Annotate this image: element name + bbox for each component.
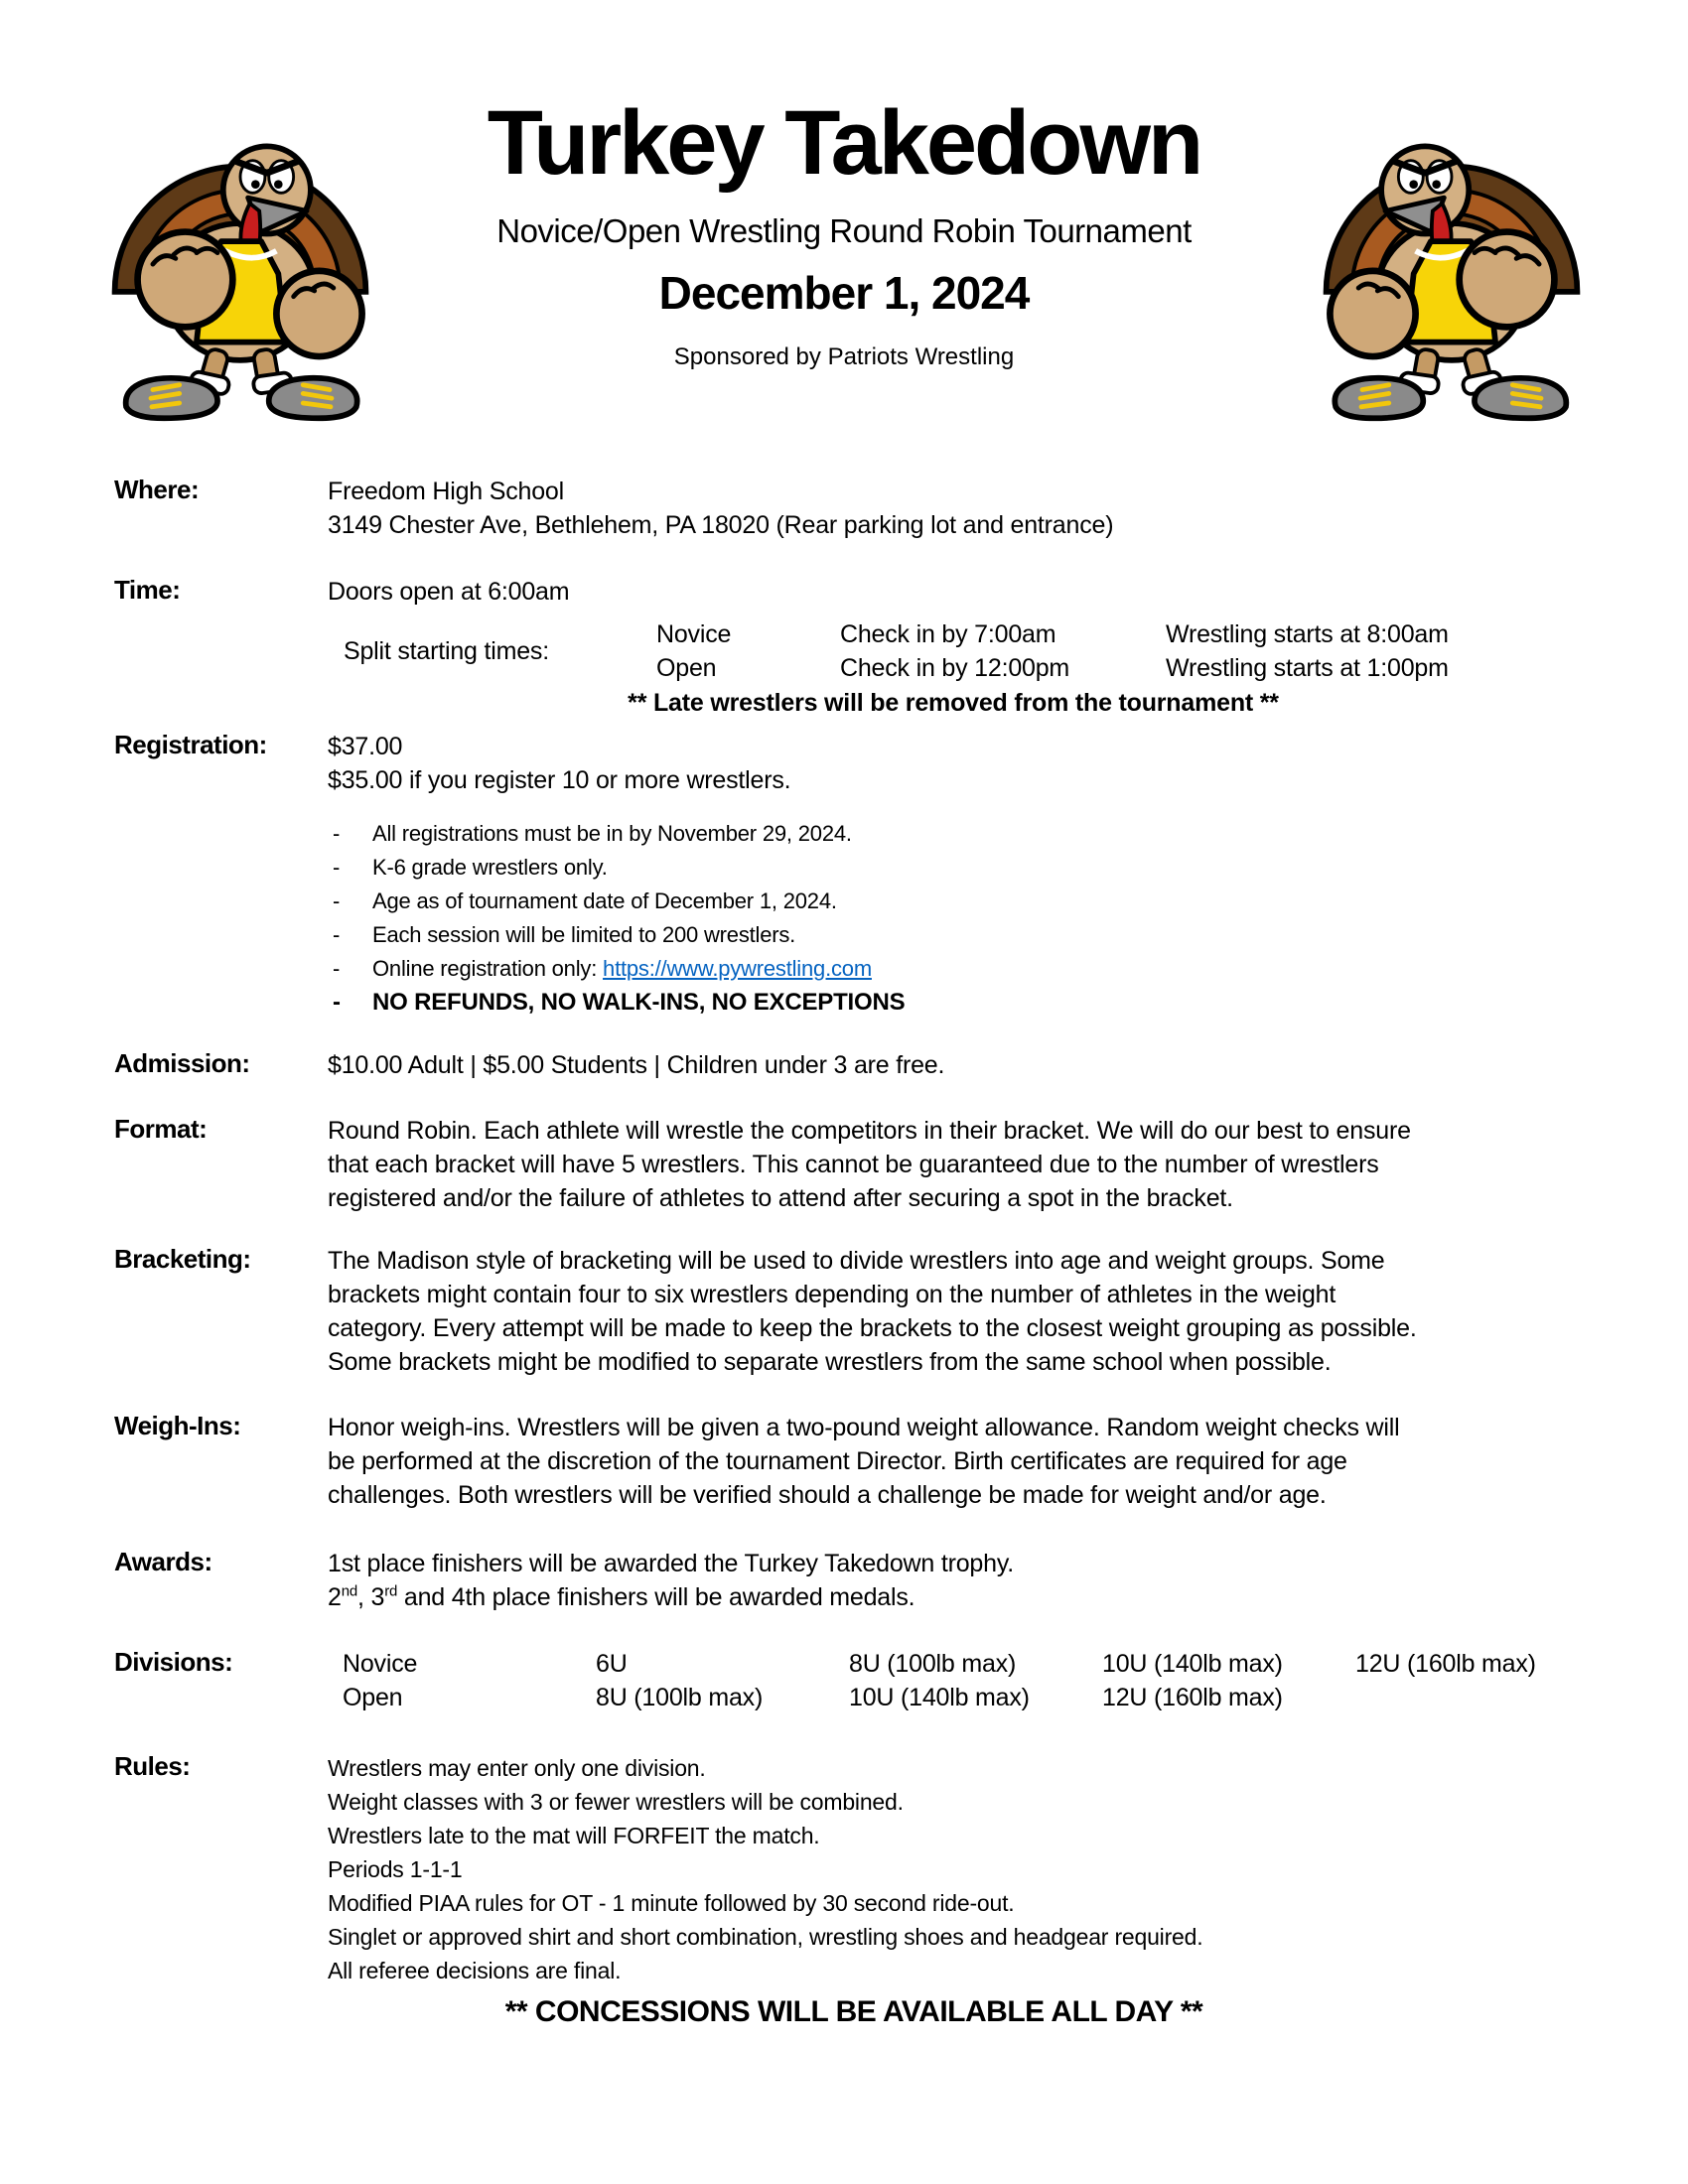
section-divisions [114,1647,1579,1714]
awards-medals: 2nd, 3rd and 4th place finishers will be awarded medals. [328,1582,915,1611]
bullet-dash: - [333,888,341,913]
bullet-dash: - [333,821,341,846]
doors-open-line: Doors open at 6:00am [328,578,570,606]
venue-address: 3149 Chester Ave, Bethlehem, PA 18020 (Rear parking lot and entrance) [328,511,1114,539]
bullet-dash: - [333,956,341,981]
venue-name: Freedom High School [328,478,564,505]
registration-bullet: - Each session will be limited to 200 wrestlers. [328,918,1579,952]
split-row-novice [656,617,1579,651]
section-rules: Rules: Wrestlers may enter only one division. Weight classes with 3 or fewer wrestlers will be combined. Wrestlers late to the mat will FORFEIT the match. Periods 1-1-1 Modified PIAA rules for OT - 1 minute followed by 30 second ride-out. Singlet or approved shirt and short combination, wrestling shoes and headgear required. All referee decisions are final. [114,1751,1579,1987]
format-label: Format: [114,1114,208,1144]
turkey-mascot-icon [91,87,389,425]
bullet-dash: - [333,922,341,947]
registration-label: Registration: [114,730,267,759]
where-label: Where: [114,475,200,504]
weigh-ins-label: Weigh-Ins: [114,1411,241,1440]
registration-bullet-online [328,952,1579,986]
split-row-open [656,651,1579,685]
division-name: Open [656,654,717,682]
registration-bullet: - Age as of tournament date of December 1, 2024. [328,885,1579,918]
section-format: Format: Round Robin. Each athlete will wrestle the competitors in their bracket. We will do our best to ensure that each bracket will have 5 wrestlers. This cannot be guaranteed due to the number of wrestlers registered and/or the failure of athletes to attend after securing a spot in the bracket. [114,1114,1579,1215]
registration-bullet: - K-6 grade wrestlers only. [328,851,1579,885]
registration-link[interactable]: https://www.pywrestling.com [603,956,872,981]
bullet-dash: - [333,989,341,1016]
checkin-time: Check in by 12:00pm [840,654,1070,682]
page-title: Turkey Takedown [487,92,1201,194]
divisions-label: Divisions: [114,1647,233,1677]
divisions-row-novice: Novice 6U 8U (100lb max) 10U (140lb max) 12U (160lb max) [343,1650,1536,1678]
registration-discount: $35.00 if you register 10 or more wrestlers. [328,766,791,794]
admission-label: Admission: [114,1048,250,1078]
section-bracketing: Bracketing: The Madison style of bracketing will be used to divide wrestlers into age and weight groups. Some brackets might contain four to six wrestlers depending on the number of athletes in the weight category. Every attempt will be made to keep the brackets to the closest weight grouping as possible. Some brackets might be modified to separate wrestlers from the same school when possible. [114,1244,1579,1379]
checkin-time: Check in by 7:00am [840,620,1056,648]
event-subtitle: Novice/Open Wrestling Round Robin Tournament [496,212,1192,249]
awards-first-place: 1st place finishers will be awarded the Turkey Takedown trophy. [328,1550,1015,1577]
admission-prices: $10.00 Adult | $5.00 Students | Children under 3 are free. [328,1051,945,1079]
start-time: Wrestling starts at 1:00pm [1166,654,1449,682]
division-name: Novice [656,620,732,648]
section-where [114,475,1579,542]
registration-bullet-no-refunds [328,986,1579,1020]
online-registration-prefix: Online registration only: [372,956,604,981]
start-time: Wrestling starts at 8:00am [1166,620,1449,648]
section-time [114,575,1579,720]
bracketing-label: Bracketing: [114,1244,251,1274]
registration-price: $37.00 [328,733,403,760]
awards-label: Awards: [114,1547,212,1576]
bullet-dash: - [333,855,341,880]
split-times-label: Split starting times: [344,637,549,665]
time-label: Time: [114,575,181,605]
sponsor-line: Sponsored by Patriots Wrestling [673,343,1015,370]
section-awards [114,1547,1579,1614]
no-refunds-text: NO REFUNDS, NO WALK-INS, NO EXCEPTIONS [372,989,906,1016]
late-wrestlers-note: ** Late wrestlers will be removed from the tournament ** [628,689,1279,717]
rules-label: Rules: [114,1751,191,1781]
header [382,92,1306,371]
divisions-row-open: Open 8U (100lb max) 10U (140lb max) 12U (160lb max) [343,1684,1283,1711]
registration-bullet-list [328,817,1579,1020]
registration-bullet: - All registrations must be in by November 29, 2024. [328,817,1579,851]
concessions-note: ** CONCESSIONS WILL BE AVAILABLE ALL DAY ** [504,1995,1203,2028]
section-admission [114,1048,1579,1082]
section-registration [114,730,1579,1020]
turkey-mascot-icon [1303,87,1601,425]
event-date: December 1, 2024 [658,267,1030,319]
section-weigh-ins: Weigh-Ins: Honor weigh-ins. Wrestlers will be given a two-pound weight allowance. Random weight checks will be performed at the discretion of the tournament Director. Birth certificates are required for age challenges. Both wrestlers will be verified should a challenge be made for weight and/or age. [114,1411,1579,1512]
split-times-table [328,617,1579,685]
